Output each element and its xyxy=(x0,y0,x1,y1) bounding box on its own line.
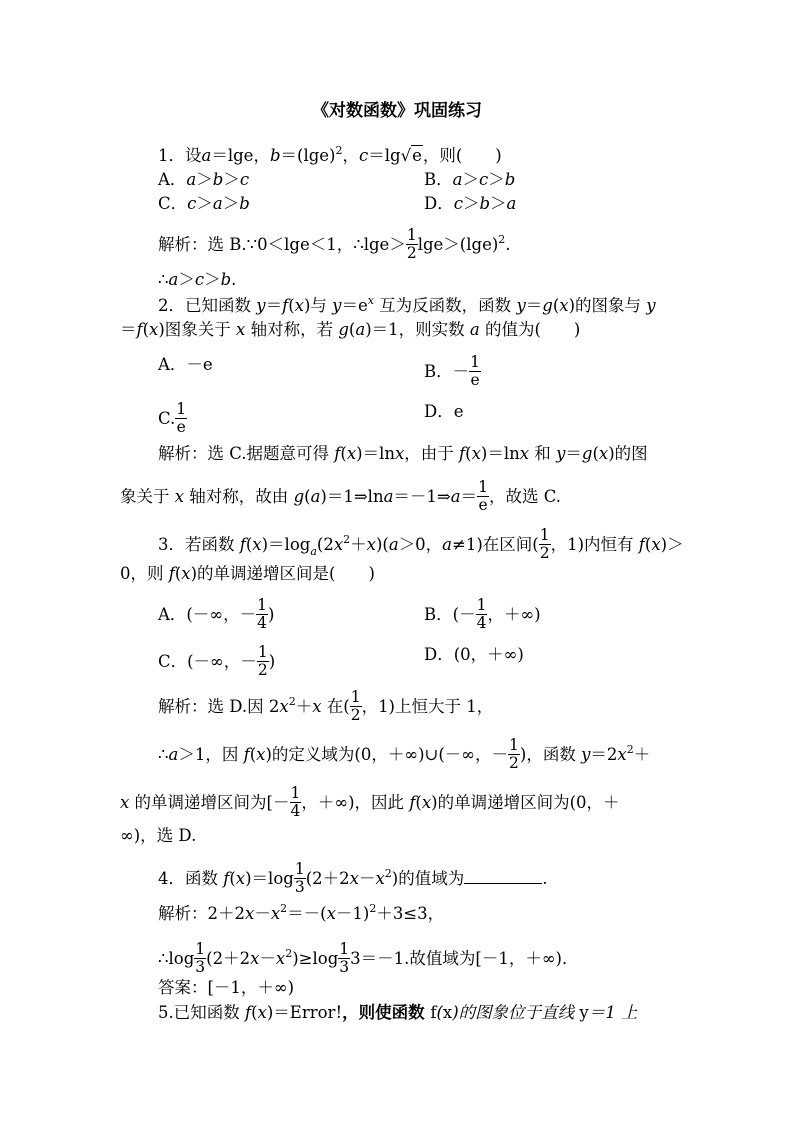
q3-solution-line1: 解析：选 D.因 $2x^2+x$ 在( $\frac{1}{2}$ ，1)上恒大于 1， xyxy=(158,688,494,724)
answer-blank xyxy=(464,868,542,884)
q4-answer: 答案：[－1，＋∞) xyxy=(158,978,295,997)
q5-stem: 5.已知函数 f(x)＝Error!，则使函数 f(x)的图象位于直线 y＝1 上 xyxy=(158,1003,638,1022)
q3-option-c: C．(－∞，－ $\frac{1}{2}$ ) xyxy=(158,643,276,679)
fraction: $\frac{1}{2}$ xyxy=(509,736,519,772)
q2-solution-line1: 解析：选 C.据题意可得 f(x)＝lnx，由于 f(x)＝lnx 和 y＝g(x)的图 xyxy=(158,444,648,463)
fraction: $\frac{1}{e}$ xyxy=(470,353,481,389)
fraction: $\frac{1}{4}$ xyxy=(476,596,487,632)
q2-option-d: D．e xyxy=(424,402,464,421)
q1-solution: 解析：选 B.∵0＜lge＜1，∴lge＞ $\frac{1}{2}$ $\lg e>(\lg e)^2$. xyxy=(158,226,511,262)
q2-option-c: C. $\frac{1}{e}$ xyxy=(158,400,187,436)
fraction: $\frac{1}{e}$ xyxy=(176,400,187,436)
fraction: $\frac{1}{2}$ xyxy=(539,526,550,562)
page-title: 《对数函数》巩固练习 xyxy=(312,101,482,121)
q1-stem: 1．设a＝lge，$b=(\lg e)^2$，c＝lg√e，则( ) xyxy=(158,144,502,165)
q2-solution-line2: 象关于 x 轴对称，故由 g(a)＝1⇒lna＝－1⇒a＝ $\frac{1}{e}$ ，故选 C. xyxy=(120,478,561,514)
fraction: $\frac{1}{2}$ xyxy=(257,643,268,679)
fraction: $\frac{1}{2}$ xyxy=(350,688,361,724)
fraction: $\frac{1}{3}$ xyxy=(195,940,206,976)
q3-stem-line2: 0，则 f(x)的单调递增区间是( ) xyxy=(120,564,375,583)
fraction: $\frac{1}{e}$ xyxy=(478,478,488,514)
q3-solution-line2: ∴a＞1，因 f(x)的定义域为(0，＋∞)∪(－∞，－ $\frac{1}{2}$ )，函数 $y=2x^2+$ xyxy=(158,736,651,772)
q1-option-d: D．c＞b＞a xyxy=(424,194,517,213)
q1-option-a: A．a＞b＞c xyxy=(158,170,250,189)
q2-option-a: A．－e xyxy=(158,355,213,374)
fraction: $\frac{1}{4}$ xyxy=(290,784,301,820)
q4-solution-line2: ∴log $\frac{1}{3}$ $(2+2x-x^2)\ge\log$ $\frac{1}{3}$ 3＝－1.故值域为[－1，＋∞)． xyxy=(158,940,579,976)
q3-solution-line3: x 的单调递增区间为[－ $\frac{1}{4}$ ，＋∞)，因此 f(x)的单调递增区间为(0，＋ xyxy=(120,784,620,820)
fraction: $\frac{1}{4}$ xyxy=(257,596,267,632)
q1-option-b: B．a＞c＞b xyxy=(424,170,516,189)
q2-stem-line2: ＝f(x)图象关于 x 轴对称，若 g(a)＝1，则实数 a 的值为( ) xyxy=(120,320,581,339)
q2-stem-line1: 2．已知函数 y＝f(x)与 $y=e^x$ 互为反函数，函数 y＝g(x)的图象与 y xyxy=(158,294,656,315)
q3-option-b: B．(－ $\frac{1}{4}$ ，＋∞) xyxy=(424,596,541,632)
q3-stem-line1: 3．若函数 $f(x)=\log_a(2x^2+x)(a>0$，a≠1)在区间( $\frac{1}{2}$ ，1)内恒有 f(x)＞ xyxy=(158,526,684,562)
q2-option-b: B．－ $\frac{1}{e}$ xyxy=(424,353,481,389)
q1-solution-conclusion: ∴a＞c＞b. xyxy=(158,270,237,289)
q3-option-a: A．(－∞，－ $\frac{1}{4}$ ) xyxy=(158,596,275,632)
fraction: $\frac{1}{3}$ xyxy=(294,860,305,896)
fraction: $\frac{1}{2}$ xyxy=(406,226,417,262)
q3-option-d: D．(0，＋∞) xyxy=(424,645,524,664)
fraction: $\frac{1}{3}$ xyxy=(339,940,350,976)
q1-option-c: C．c＞a＞b xyxy=(158,194,250,213)
q4-solution-line1: 解析：$2+2x-x^2=-(x-1)^2+3\le 3$， xyxy=(158,902,445,923)
sqrt-icon: √ xyxy=(400,146,412,165)
q4-stem: 4．函数 f(x)＝log $\frac{1}{3}$ $(2+2x-x^2)$的值域为 . xyxy=(158,860,548,896)
q3-solution-line4: ∞)，选 D. xyxy=(120,826,197,845)
